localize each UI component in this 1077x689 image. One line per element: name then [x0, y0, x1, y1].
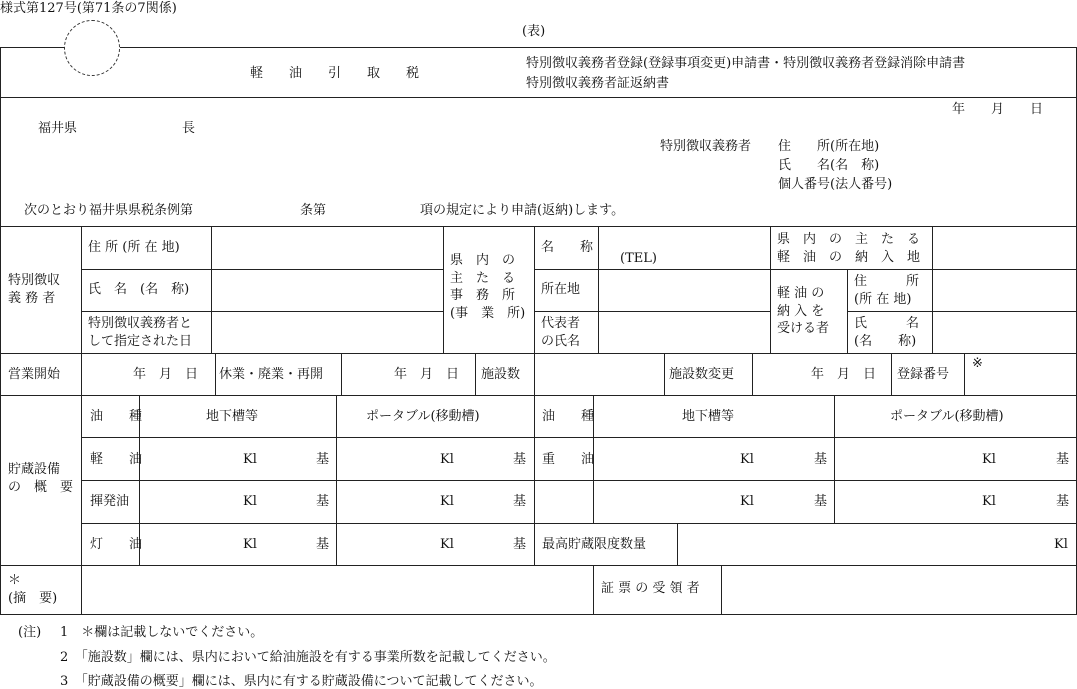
facilities-change-label: 施設数変更 [669, 367, 735, 382]
closure-label: 休業・廃業・再開 [219, 367, 324, 382]
unit-ki: 基 [1056, 494, 1070, 509]
unit-kl: Kl [1054, 537, 1068, 552]
applicant-label: 特別徴収義務者 [660, 139, 752, 154]
office-tel-label: (TEL) [620, 251, 657, 266]
registration-number-label: 登録番号 [897, 367, 950, 382]
facilities-change-date: 年 月 日 [811, 367, 877, 382]
oil-heavy: 重 油 [542, 452, 595, 467]
application-date: 年 月 日 [952, 102, 1044, 117]
underground-header-right: 地下槽等 [682, 409, 735, 424]
statement-part-2: 条第 [300, 203, 327, 218]
unit-kl: Kl [982, 494, 996, 509]
storage-label: 貯蔵設備 の 概 要 [8, 462, 74, 495]
unit-kl: Kl [440, 537, 454, 552]
registration-mark: ※ [972, 356, 983, 371]
unit-kl: Kl [982, 452, 996, 467]
unit-ki: 基 [814, 452, 828, 467]
recipient-address-label: 住 所 (所 在 地) [854, 274, 920, 307]
form-code: 様式第127号(第71条の7関係) [0, 1, 177, 16]
title-tax: 軽 油 引 取 税 [250, 66, 420, 81]
unit-kl: Kl [243, 494, 257, 509]
recipient-name-label: 氏 名 (名 称) [854, 316, 920, 349]
portable-header-left: ポータブル(移動槽) [366, 409, 480, 424]
unit-kl: Kl [740, 494, 754, 509]
unit-kl: Kl [440, 494, 454, 509]
main-office-label: 県 内 の 主 た る 事 務 所 (事 業 所) [450, 253, 526, 321]
applicant-name: 氏 名(名 称) [778, 158, 880, 173]
statement-part-1: 次のとおり福井県県税条例第 [24, 203, 194, 218]
office-location-label: 所在地 [541, 282, 581, 297]
unit-ki: 基 [316, 452, 330, 467]
title-line-1: 特別徴収義務者登録(登録事項変更)申請書・特別徴収義務者登録消除申請書 [526, 56, 966, 71]
obligor-address-label: 住 所 (所 在 地) [88, 240, 180, 255]
applicant-address: 住 所(所在地) [778, 139, 880, 154]
representative-label: 代表者 の氏名 [541, 316, 581, 349]
unit-ki: 基 [513, 494, 527, 509]
note-3: 3 「貯蔵設備の概要」欄には、県内に有する貯蔵設備について記載してください。 [60, 674, 543, 689]
form-face: (表) [522, 24, 546, 39]
facilities-label: 施設数 [481, 367, 521, 382]
unit-kl: Kl [740, 452, 754, 467]
addressee-title: 長 [182, 121, 196, 136]
notes-head: (注) [18, 625, 42, 640]
portable-header-right: ポータブル(移動槽) [890, 409, 1004, 424]
office-name-label: 名 称 [541, 240, 594, 255]
unit-kl: Kl [243, 452, 257, 467]
receipt-stamp-circle [64, 20, 120, 76]
note-1: 1 ＊欄は記載しないでください。 [60, 625, 264, 640]
note-2: 2 「施設数」欄には、県内において給油施設を有する事業所数を記載してください。 [60, 650, 556, 665]
oil-type-header-right: 油 種 [542, 409, 595, 424]
oil-type-header-left: 油 種 [90, 409, 143, 424]
obligor-name-label: 氏 名 (名 称) [88, 282, 190, 297]
statement-part-3: 項の規定により申請(返納)します。 [420, 203, 625, 218]
recipient-label: 軽 油 の 納 入 を 受ける者 [777, 286, 830, 337]
underground-header-left: 地下槽等 [206, 409, 259, 424]
unit-ki: 基 [814, 494, 828, 509]
unit-ki: 基 [316, 494, 330, 509]
remarks-label: ＊ (摘 要) [8, 573, 58, 606]
receiver-label: 証 票 の 受 領 者 [601, 581, 700, 596]
unit-kl: Kl [243, 537, 257, 552]
unit-kl: Kl [440, 452, 454, 467]
unit-ki: 基 [513, 452, 527, 467]
oil-kerosene: 灯 油 [90, 537, 143, 552]
applicant-id-number: 個人番号(法人番号) [778, 177, 893, 192]
closure-date: 年 月 日 [394, 367, 460, 382]
addressee-prefecture: 福井県 [38, 121, 78, 136]
unit-ki: 基 [316, 537, 330, 552]
unit-ki: 基 [513, 537, 527, 552]
oil-gasoline: 揮発油 [90, 494, 130, 509]
business-start-label: 営業開始 [8, 367, 61, 382]
designated-date-label: 特別徴収義務者と して指定された日 [88, 316, 193, 349]
oil-diesel: 軽 油 [90, 452, 143, 467]
unit-ki: 基 [1056, 452, 1070, 467]
title-line-2: 特別徴収義務者証返納書 [526, 76, 670, 91]
obligor-label: 特別徴収 義 務 者 [8, 273, 61, 306]
max-storage-label: 最高貯蔵限度数量 [542, 537, 647, 552]
main-delivery-site-label: 県 内 の 主 た る 軽 油 の 納 入 地 [777, 232, 921, 265]
business-start-date: 年 月 日 [133, 367, 199, 382]
